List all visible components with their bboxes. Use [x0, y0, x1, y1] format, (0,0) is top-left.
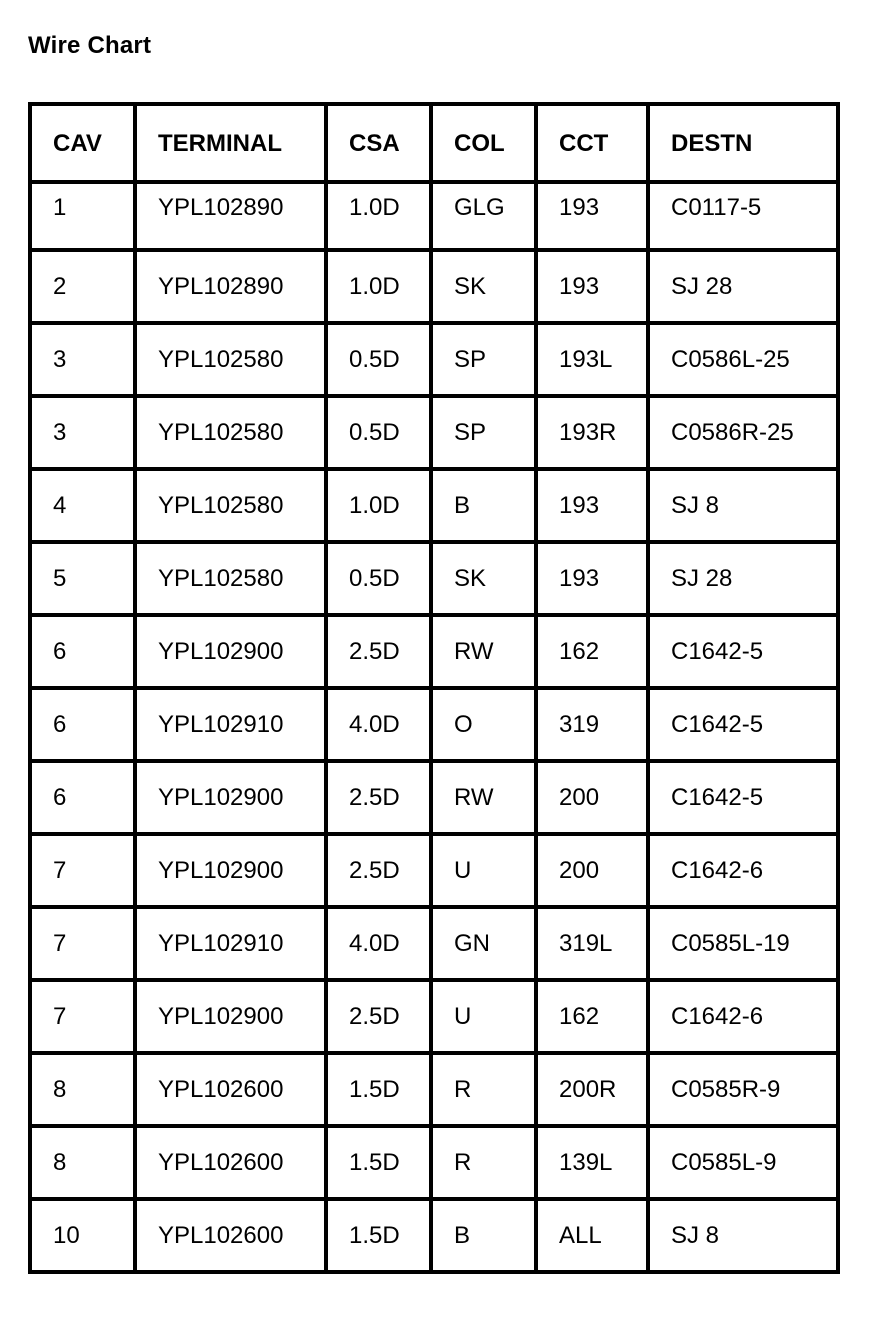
cct-cell: ALL	[536, 1199, 648, 1272]
terminal-cell: YPL102890	[135, 250, 326, 323]
table-row	[30, 1126, 838, 1199]
table-header	[30, 104, 838, 182]
csa-cell: 2.5D	[326, 834, 431, 907]
column-header-cct: CCT	[536, 104, 648, 182]
cav-cell: 6	[30, 761, 135, 834]
cct-cell: 319	[536, 688, 648, 761]
terminal-cell: YPL102900	[135, 615, 326, 688]
destn-cell: C1642-6	[648, 834, 838, 907]
col-cell: R	[431, 1126, 536, 1199]
table-row	[30, 323, 838, 396]
destn-cell: C0585R-9	[648, 1053, 838, 1126]
csa-cell: 4.0D	[326, 907, 431, 980]
csa-cell: 0.5D	[326, 542, 431, 615]
cav-cell: 2	[30, 250, 135, 323]
destn-cell: SJ 28	[648, 542, 838, 615]
wire-chart-table	[28, 102, 840, 1274]
terminal-cell: YPL102900	[135, 834, 326, 907]
table-row	[30, 542, 838, 615]
destn-cell: C0586L-25	[648, 323, 838, 396]
col-cell: GLG	[431, 182, 536, 250]
table-row	[30, 615, 838, 688]
cct-cell: 162	[536, 980, 648, 1053]
csa-cell: 1.0D	[326, 182, 431, 250]
csa-cell: 4.0D	[326, 688, 431, 761]
col-cell: B	[431, 1199, 536, 1272]
column-header-col: COL	[431, 104, 536, 182]
cav-cell: 5	[30, 542, 135, 615]
csa-cell: 1.5D	[326, 1126, 431, 1199]
cct-cell: 200	[536, 834, 648, 907]
column-header-destn: DESTN	[648, 104, 838, 182]
col-cell: U	[431, 834, 536, 907]
cct-cell: 200R	[536, 1053, 648, 1126]
destn-cell: C1642-5	[648, 688, 838, 761]
table-body	[30, 182, 838, 1272]
csa-cell: 2.5D	[326, 615, 431, 688]
destn-cell: C0585L-19	[648, 907, 838, 980]
cav-cell: 1	[30, 182, 135, 250]
col-cell: GN	[431, 907, 536, 980]
table-row	[30, 907, 838, 980]
terminal-cell: YPL102910	[135, 907, 326, 980]
csa-cell: 1.5D	[326, 1199, 431, 1272]
csa-cell: 2.5D	[326, 761, 431, 834]
terminal-cell: YPL102890	[135, 182, 326, 250]
csa-cell: 1.0D	[326, 250, 431, 323]
cav-cell: 7	[30, 980, 135, 1053]
csa-cell: 0.5D	[326, 323, 431, 396]
terminal-cell: YPL102600	[135, 1053, 326, 1126]
col-cell: U	[431, 980, 536, 1053]
cav-cell: 7	[30, 834, 135, 907]
header-row	[30, 104, 838, 182]
terminal-cell: YPL102580	[135, 469, 326, 542]
col-cell: R	[431, 1053, 536, 1126]
col-cell: SP	[431, 396, 536, 469]
cct-cell: 193	[536, 469, 648, 542]
terminal-cell: YPL102580	[135, 542, 326, 615]
csa-cell: 0.5D	[326, 396, 431, 469]
page-title: Wire Chart	[28, 32, 152, 59]
col-cell: O	[431, 688, 536, 761]
col-cell: RW	[431, 615, 536, 688]
cct-cell: 193	[536, 250, 648, 323]
table-row	[30, 1199, 838, 1272]
cct-cell: 139L	[536, 1126, 648, 1199]
table-row	[30, 396, 838, 469]
table-row	[30, 761, 838, 834]
terminal-cell: YPL102910	[135, 688, 326, 761]
csa-cell: 2.5D	[326, 980, 431, 1053]
csa-cell: 1.5D	[326, 1053, 431, 1126]
cav-cell: 3	[30, 396, 135, 469]
col-cell: SK	[431, 542, 536, 615]
destn-cell: C1642-6	[648, 980, 838, 1053]
cav-cell: 4	[30, 469, 135, 542]
terminal-cell: YPL102900	[135, 761, 326, 834]
col-cell: SK	[431, 250, 536, 323]
table-row	[30, 469, 838, 542]
terminal-cell: YPL102580	[135, 323, 326, 396]
cav-cell: 8	[30, 1053, 135, 1126]
destn-cell: C0586R-25	[648, 396, 838, 469]
cav-cell: 6	[30, 615, 135, 688]
destn-cell: C0117-5	[648, 182, 838, 250]
cct-cell: 319L	[536, 907, 648, 980]
destn-cell: C1642-5	[648, 761, 838, 834]
destn-cell: C1642-5	[648, 615, 838, 688]
table-row	[30, 1053, 838, 1126]
destn-cell: SJ 8	[648, 469, 838, 542]
terminal-cell: YPL102580	[135, 396, 326, 469]
table-row	[30, 834, 838, 907]
cav-cell: 3	[30, 323, 135, 396]
terminal-cell: YPL102600	[135, 1199, 326, 1272]
cav-cell: 6	[30, 688, 135, 761]
cct-cell: 193R	[536, 396, 648, 469]
cav-cell: 8	[30, 1126, 135, 1199]
destn-cell: SJ 28	[648, 250, 838, 323]
cav-cell: 7	[30, 907, 135, 980]
col-cell: RW	[431, 761, 536, 834]
cav-cell: 10	[30, 1199, 135, 1272]
cct-cell: 193	[536, 542, 648, 615]
table-row	[30, 688, 838, 761]
destn-cell: SJ 8	[648, 1199, 838, 1272]
csa-cell: 1.0D	[326, 469, 431, 542]
table-row	[30, 182, 838, 250]
cct-cell: 193	[536, 182, 648, 250]
column-header-cav: CAV	[30, 104, 135, 182]
col-cell: B	[431, 469, 536, 542]
column-header-terminal: TERMINAL	[135, 104, 326, 182]
cct-cell: 162	[536, 615, 648, 688]
terminal-cell: YPL102900	[135, 980, 326, 1053]
table-row	[30, 250, 838, 323]
destn-cell: C0585L-9	[648, 1126, 838, 1199]
table-row	[30, 980, 838, 1053]
terminal-cell: YPL102600	[135, 1126, 326, 1199]
col-cell: SP	[431, 323, 536, 396]
cct-cell: 193L	[536, 323, 648, 396]
cct-cell: 200	[536, 761, 648, 834]
column-header-csa: CSA	[326, 104, 431, 182]
